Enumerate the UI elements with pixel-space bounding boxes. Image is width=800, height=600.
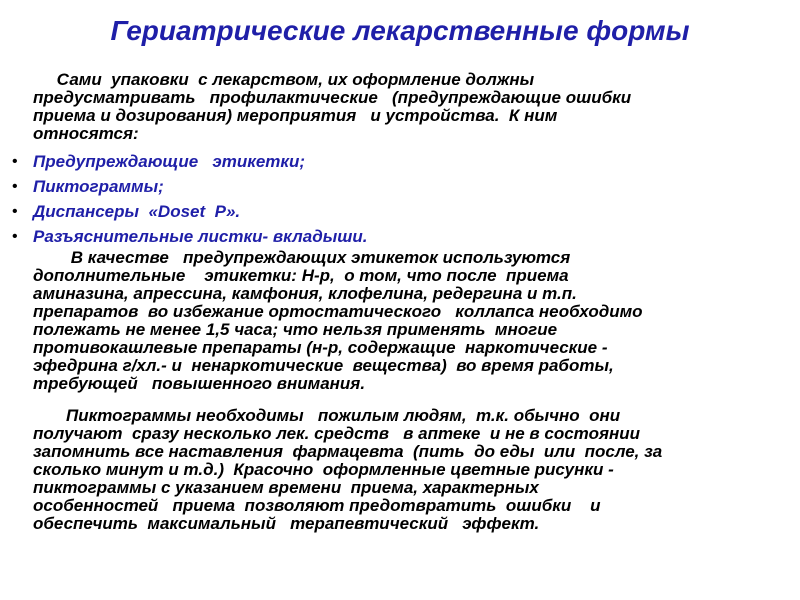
pictograms-paragraph: Пиктограммы необходимы пожилым людям, т.к. обычно они получают сразу несколько лек. средств в аптеке и не в состоянии запомнить все наставления фармацевта (пить до еды или после, за сколько минут и т.д.) Красочно оформленные цветные рисунки - пиктограммы с указанием времени приема, характерных особенностей приема позволяют предотвратить ошибки и обеспечить максимальный терапевтический эффект.: [33, 406, 663, 533]
bullet-dot-icon: •: [12, 228, 18, 245]
bullet-label: Предупреждающие этикетки;: [33, 152, 306, 171]
bullet-dot-icon: •: [12, 203, 18, 220]
bullet-label: Разъяснительные листки- вкладыши.: [33, 227, 368, 246]
labels-paragraph: В качестве предупреждающих этикеток используются дополнительные этикетки: Н-р, о том, что после приема аминазина, апрессина, камфония, клофелина, редергина и т.п. препаратов во избежание ортостатического коллапса необходимо полежать не менее 1,5 часа; что нельзя применять многие противокашлевые препараты (н-р, содержащие наркотические - эфедрина г/хл.- и ненаркотические вещества) во время работы, требующей повышенного внимания.: [33, 248, 643, 393]
bullet-dot-icon: •: [12, 178, 18, 195]
bullet-label: Диспансеры «Doset P».: [33, 202, 241, 221]
bullet-dot-icon: •: [12, 153, 18, 170]
slide-title: Гериатрические лекарственные формы: [110, 15, 690, 46]
intro-paragraph: Сами упаковки с лекарством, их оформление должны предусматривать профилактические (предупреждающие ошибки приема и дозирования) мероприятия и устройства. К ним относятся:: [33, 70, 632, 143]
bullet-label: Пиктограммы;: [33, 177, 164, 196]
